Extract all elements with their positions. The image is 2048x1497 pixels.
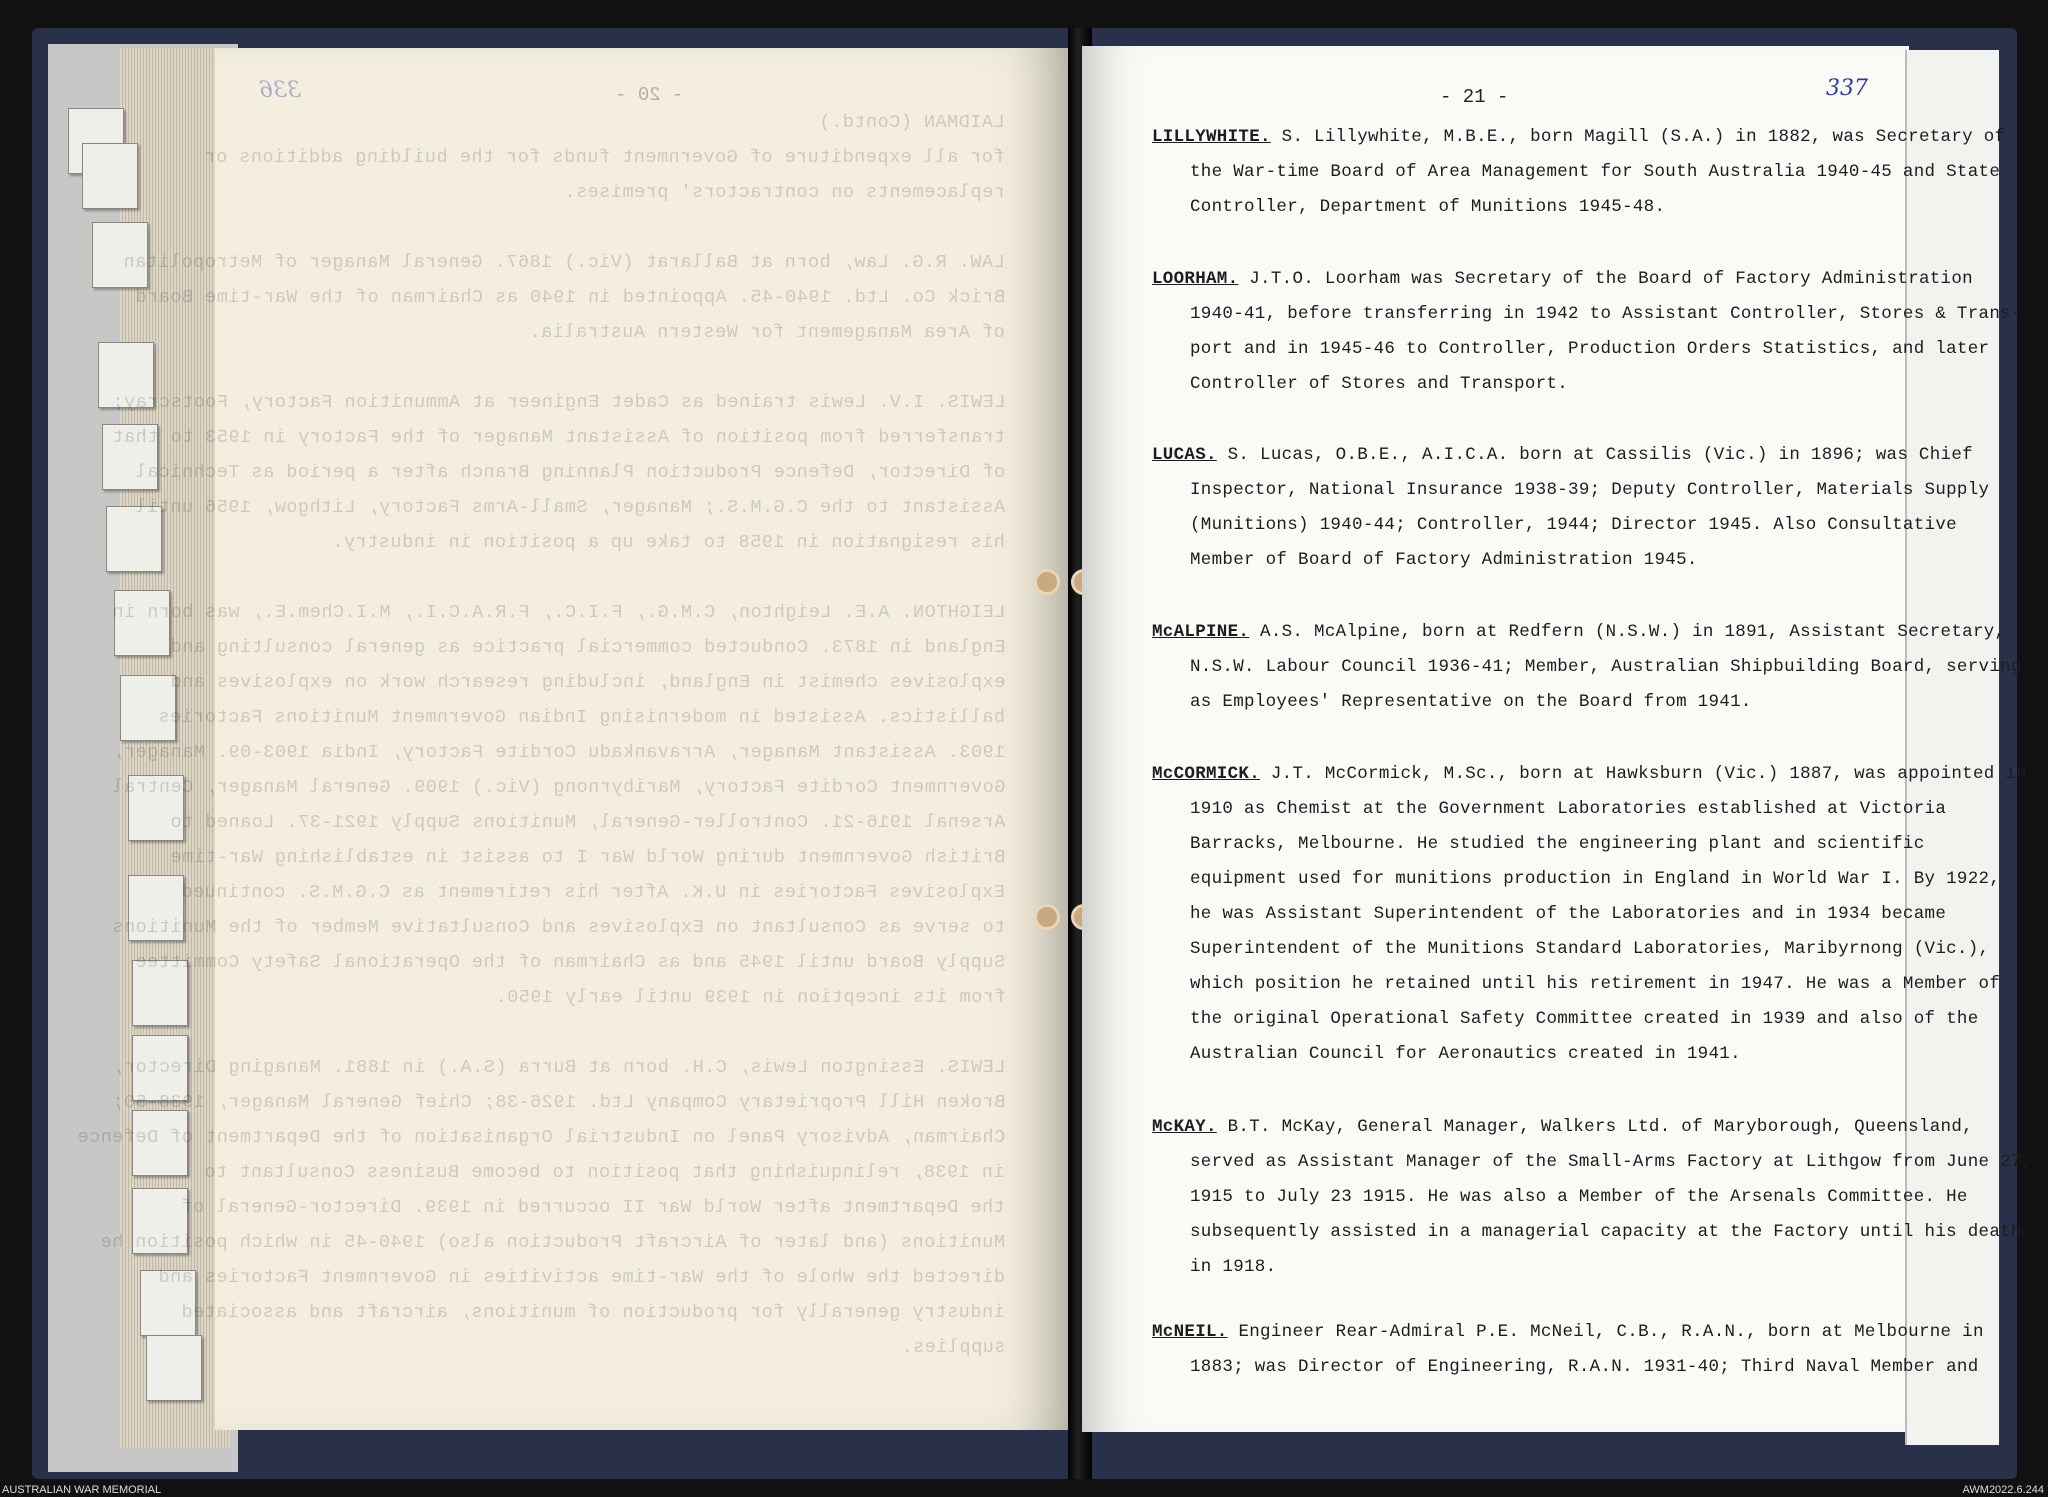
bleed-through-line: LAW. R.G. Law, born at Ballarat (Vic.) 1867. General Manager of Metropolitan [123, 252, 1005, 273]
entry-text: port and in 1945-46 to Controller, Production Orders Statistics, and later [1190, 339, 1990, 359]
entry-first-line [1152, 615, 2006, 650]
entry-text: Inspector, National Insurance 1938-39; Deputy Controller, Materials Supply [1190, 480, 1990, 500]
entry-line [1152, 1145, 2033, 1180]
bleed-through-line: ballistics. Assisted in modernising Indian Government Munitions Factories [158, 707, 1005, 728]
bleed-through-line: for all expenditure of Government funds for the building additions or [204, 147, 1005, 168]
entry-first-line [1152, 262, 1973, 297]
entry-text: the War-time Board of Area Management for South Australia 1940-45 and State [1190, 162, 2001, 182]
entry-text: N.S.W. Labour Council 1936-41; Member, Australian Shipbuilding Board, serving [1190, 657, 2022, 677]
entry-line [1152, 1180, 1968, 1215]
entry-line [1152, 932, 1990, 967]
entry-line [1152, 508, 1957, 543]
bleed-through-line: Government Cordite Factory, Maribyrnong (Vic.) 1909. General Manager, Central [111, 777, 1005, 798]
bleed-through-line: LEWIS. Essington Lewis, C.H. born at Burra (S.A.) in 1881. Managing Director, [111, 1057, 1005, 1078]
entry-line [1152, 155, 2001, 190]
entry-text: Australian Council for Aeronautics created in 1941. [1190, 1044, 1741, 1064]
footer-left: AUSTRALIAN WAR MEMORIAL [2, 1484, 162, 1496]
bleed-through-line: replacements on contractors' premises. [564, 182, 1005, 203]
index-tab[interactable] [146, 1335, 202, 1401]
footer-right: AWM2022.6.244 [1962, 1484, 2044, 1496]
entry-name: LOORHAM. [1152, 269, 1239, 289]
entry-first-line [1152, 1110, 1973, 1145]
biography-entry [1152, 120, 2006, 225]
entry-line [1152, 543, 1892, 578]
entry-line [1152, 897, 1947, 932]
right-handwritten-number: 337 [1826, 76, 1868, 101]
index-tab[interactable] [114, 590, 170, 656]
bleed-through-line: to serve as Consultant on Explosives and Consultative Member of the Munitions [111, 917, 1005, 938]
entry-text: 1883; was Director of Engineering, R.A.N. 1931-40; Third Naval Member and [1190, 1357, 1979, 1377]
entry-text: equipment used for munitions production in England in World War I. By 1922, [1190, 869, 2001, 889]
left-handwritten-number: 336 [259, 78, 301, 103]
bleed-through-line: England in 1873. Conducted commercial practice as general consulting and [169, 637, 1005, 658]
entry-text: S. Lillywhite, M.B.E., born Magill (S.A.) in 1882, was Secretary of [1281, 127, 2006, 147]
left-page-number: - 20 - [615, 84, 684, 106]
entry-text: (Munitions) 1940-44; Controller, 1944; Director 1945. Also Consultative [1190, 515, 1957, 535]
entry-text: Controller, Department of Munitions 1945-48. [1190, 197, 1666, 217]
entry-line [1152, 473, 1990, 508]
entry-name: McCORMICK. [1152, 764, 1261, 784]
entry-first-line [1152, 438, 1973, 473]
entry-text: he was Assistant Superintendent of the Laboratories and in 1934 became [1190, 904, 1947, 924]
left-page [76, 48, 1075, 1430]
entry-text: Engineer Rear-Admiral P.E. McNeil, C.B., R.A.N., born at Melbourne in [1238, 1322, 1984, 1342]
entry-name: LILLYWHITE. [1152, 127, 1271, 147]
entry-text: subsequently assisted in a managerial capacity at the Factory until his death [1190, 1222, 2022, 1242]
entry-line [1152, 1002, 1979, 1037]
bleed-through-line: Supply Board until 1945 and as Chairman of the Operational Safety Committee [134, 952, 1005, 973]
entry-text: J.T.O. Loorham was Secretary of the Board of Factory Administration [1249, 269, 1973, 289]
entry-text: 1915 to July 23 1915. He was also a Member of the Arsenals Committee. He [1190, 1187, 1968, 1207]
entry-line [1152, 297, 2022, 332]
entry-text: in 1918. [1190, 1257, 1277, 1277]
bleed-through-line: Munitions (and later of Aircraft Production also) 1940-45 in which position he [100, 1232, 1005, 1253]
bleed-through-line: of Director, Defence Production Planning Branch after a period as Technical [134, 462, 1005, 483]
entry-line [1152, 967, 2001, 1002]
entry-text: Controller of Stores and Transport. [1190, 374, 1569, 394]
entry-text: J.T. McCormick, M.Sc., born at Hawksburn (Vic.) 1887, was appointed in [1270, 764, 2027, 784]
bleed-through-line: LEIGHTON. A.E. Leighton, C.M.G., F.I.C., F.R.A.C.I., M.I.Chem.E., was born in [111, 602, 1005, 623]
biography-entry [1152, 615, 2022, 720]
binding-hole [1034, 569, 1060, 595]
entry-text: Member of Board of Factory Administration 1945. [1190, 550, 1698, 570]
entry-line [1152, 1037, 1892, 1072]
entry-text: S. Lucas, O.B.E., A.I.C.A. born at Cassilis (Vic.) in 1896; was Chief [1227, 445, 1973, 465]
entry-text: as Employees' Representative on the Board from 1941. [1190, 692, 1752, 712]
entry-first-line [1152, 1315, 1984, 1350]
bleed-through-line: of Area Management for Western Australia. [529, 322, 1005, 343]
entry-line [1152, 1215, 2022, 1250]
biography-entry [1152, 438, 1990, 578]
entry-name: McNEIL. [1152, 1322, 1228, 1342]
bleed-through-line: explosives chemist in England, including research work on explosives and [169, 672, 1005, 693]
entry-text: 1940-41, before transferring in 1942 to Assistant Controller, Stores & Trans- [1190, 304, 2022, 324]
bleed-through-line: Brick Co. Ltd. 1940-45. Appointed in 1940 as Chairman of the War-time Board [134, 287, 1005, 308]
entry-line [1152, 367, 1892, 402]
biography-entry [1152, 757, 2027, 1072]
entry-line [1152, 650, 2022, 685]
bleed-through-line: his resignation in 1958 to take up a position in industry. [332, 532, 1005, 553]
entry-text: 1910 as Chemist at the Government Laboratories established at Victoria [1190, 799, 1947, 819]
bleed-through-line: Broken Hill Proprietary Company Ltd. 1926-38; Chief General Manager, 1938-50; [111, 1092, 1005, 1113]
entry-text: A.S. McAlpine, born at Redfern (N.S.W.) in 1891, Assistant Secretary, [1260, 622, 2006, 642]
bleed-through-line: British Government during World War I to assist in establishing War-time [169, 847, 1005, 868]
entry-line [1152, 792, 1947, 827]
right-page-number: - 21 - [1440, 86, 1509, 108]
bleed-through-line: in 1938, relinquishing that position to become Business Consultant to [204, 1162, 1005, 1183]
entry-name: McALPINE. [1152, 622, 1250, 642]
bleed-through-line: LEWIS. I.V. Lewis trained as Cadet Engineer at Ammunition Factory, Footscray; [111, 392, 1005, 413]
entry-line [1152, 1250, 1892, 1285]
entry-line [1152, 827, 1925, 862]
bleed-through-line: supplies. [900, 1337, 1005, 1358]
entry-first-line [1152, 757, 2027, 792]
entry-text: served as Assistant Manager of the Small-Arms Factory at Lithgow from June 27, [1190, 1152, 2033, 1172]
entry-text: B.T. McKay, General Manager, Walkers Ltd. of Maryborough, Queensland, [1227, 1117, 1973, 1137]
entry-line [1152, 332, 1990, 367]
entry-line [1152, 190, 1892, 225]
bleed-through-line: Explosives Factories in U.K. After his retirement as C.G.M.S. continued [181, 882, 1005, 903]
entry-line [1152, 862, 2001, 897]
index-tab[interactable] [82, 143, 138, 209]
biography-entry [1152, 1315, 1984, 1385]
entry-line [1152, 685, 1892, 720]
bleed-through-line: transferred from position of Assistant Manager of the Factory in 1953 to that [111, 427, 1005, 448]
entry-text: which position he retained until his retirement in 1947. He was a Member of [1190, 974, 2001, 994]
bleed-through-line: LAIDMAN (Contd.) [819, 112, 1005, 133]
bleed-through-line: directed the whole of the War-time activities in Government Factories and [158, 1267, 1005, 1288]
entry-name: LUCAS. [1152, 445, 1217, 465]
bleed-through-line: Chairman, Advisory Panel on Industrial Organisation of the Department of Defence [76, 1127, 1005, 1148]
bleed-through-line: from its inception in 1939 until early 1950. [494, 987, 1005, 1008]
bleed-through-line: industry generally for production of munitions, aircraft and associated [181, 1302, 1005, 1323]
binding-hole [1034, 904, 1060, 930]
entry-text: the original Operational Safety Committee created in 1939 and also of the [1190, 1009, 1979, 1029]
bleed-through-line: Arsenal 1916-21. Controller-General, Munitions Supply 1921-37. Loaned to [169, 812, 1005, 833]
bleed-through-line: Assistant to the C.G.M.S.; Manager, Small-Arms Factory, Lithgow, 1956 until [134, 497, 1005, 518]
bleed-through-line: the Department after World War II occurred in 1939. Director-General of [181, 1197, 1005, 1218]
entry-name: McKAY. [1152, 1117, 1217, 1137]
entry-line [1152, 1350, 1979, 1385]
biography-entry [1152, 262, 2022, 402]
biography-entry [1152, 1110, 2033, 1285]
entry-text: Superintendent of the Munitions Standard Laboratories, Maribyrnong (Vic.), [1190, 939, 1990, 959]
bleed-through-line: 1903. Assistant Manager, Arravankadu Cordite Factory, India 1903-09. Manager, [111, 742, 1005, 763]
entry-first-line [1152, 120, 2006, 155]
entry-text: Barracks, Melbourne. He studied the engineering plant and scientific [1190, 834, 1925, 854]
